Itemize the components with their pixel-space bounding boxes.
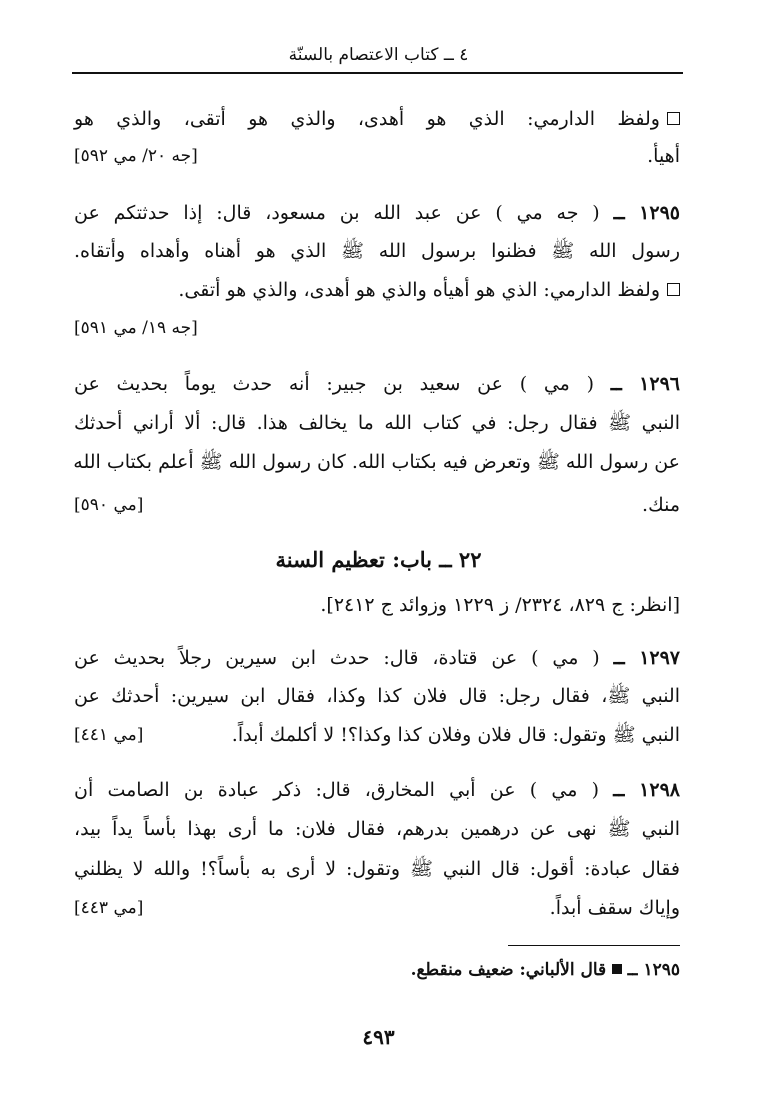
page-number: ٤٩٣ xyxy=(362,1025,395,1049)
hadith-1296-line1: ١٢٩٦ ــ ( مي ) عن سعيد بن جبير: أنه حدث يوماً بحديث عن xyxy=(74,373,680,395)
hadith-1296-line3: عن رسول الله ﷺ وتعرض فيه بكتاب الله. كان رسول الله ﷺ أعلم بكتاب الله xyxy=(73,451,680,473)
variant-line: ولفظ الدارمي: الذي هو أهدى، والذي هو أتقى، والذي هو xyxy=(74,102,680,136)
filled-square-bullet-icon xyxy=(612,964,622,974)
hadith-1295-line1: ١٢٩٥ ــ ( جه مي ) عن عبد الله بن مسعود، قال: إذا حدثتكم عن xyxy=(74,202,680,224)
source-ref: [مي ٤٤١] xyxy=(74,725,144,745)
header-rule xyxy=(72,72,683,74)
running-header: ٤ ــ كتاب الاعتصام بالسنّة xyxy=(288,45,469,65)
hadith-1298-line1: ١٢٩٨ ــ ( مي ) عن أبي المخارق، قال: ذكر عبادة بن الصامت أن xyxy=(74,779,680,801)
hadith-number: ١٢٩٦ ــ xyxy=(610,373,680,395)
hadith-1298-line3: فقال عبادة: أقول: قال النبي ﷺ وتقول: لا أرى به بأساً؟! والله لا يظلني xyxy=(74,858,680,880)
hadith-1297-line1: ١٢٩٧ ــ ( مي ) عن قتادة، قال: حدث ابن سيرين رجلاً بحديث عن xyxy=(74,647,681,669)
hadith-1298-line4: وإياك سقف أبداً. xyxy=(549,897,680,919)
source-ref: [مي ٥٩٠] xyxy=(74,495,144,515)
hadith-1297-line2: النبي ﷺ، فقال رجل: قال فلان كذا وكذا، فقال ابن سيرين: أحدثك عن xyxy=(74,685,680,707)
chapter-crossref: [انظر: ج ٨٢٩، ٢٣٢٤/ ز ١٢٢٩ وزوائد ج ٢٤١٢]. xyxy=(320,594,680,616)
hadith-number: ١٢٩٧ ــ xyxy=(613,647,681,669)
footnote-number: ١٢٩٥ ــ xyxy=(627,960,680,980)
hollow-square-bullet-icon xyxy=(667,283,680,296)
source-ref: [جه ٢٠/ مي ٥٩٢] xyxy=(74,146,198,166)
hadith-number: ١٢٩٥ ــ xyxy=(613,202,680,224)
hadith-1297-line3: النبي ﷺ وتقول: قال فلان وفلان كذا وكذا؟! لا أكلمك أبداً. xyxy=(231,724,680,746)
footnote-text: قال الألباني: ضعيف منقطع. xyxy=(410,960,607,980)
chapter-title: ٢٢ ــ باب: تعظيم السنة xyxy=(275,547,482,572)
hadith-number: ١٢٩٨ ــ xyxy=(613,779,680,801)
hadith-1295-variant: ولفظ الدارمي: الذي هو أهيأه والذي هو أهدى، والذي هو أتقى. xyxy=(74,273,680,307)
hollow-square-bullet-icon xyxy=(667,112,680,125)
footnote-rule xyxy=(508,945,680,946)
hadith-1296-line4: منك. xyxy=(642,494,680,516)
hadith-1295-line2: رسول الله ﷺ فظنوا برسول الله ﷺ الذي هو أهناه وأهداه وأتقاه. xyxy=(74,240,680,262)
hadith-1298-line2: النبي ﷺ نهى عن درهمين بدرهم، فقال فلان: ما أرى بهذا بأساً يداً بيد، xyxy=(74,818,680,840)
source-ref: [مي ٤٤٣] xyxy=(74,898,144,918)
variant-line-end: أهيأ. xyxy=(647,145,680,167)
source-ref: [جه ١٩/ مي ٥٩١] xyxy=(74,318,198,338)
hadith-1296-line2: النبي ﷺ فقال رجل: في كتاب الله ما يخالف هذا. قال: ألا أراني أحدثك xyxy=(74,412,680,434)
footnote xyxy=(74,955,680,985)
